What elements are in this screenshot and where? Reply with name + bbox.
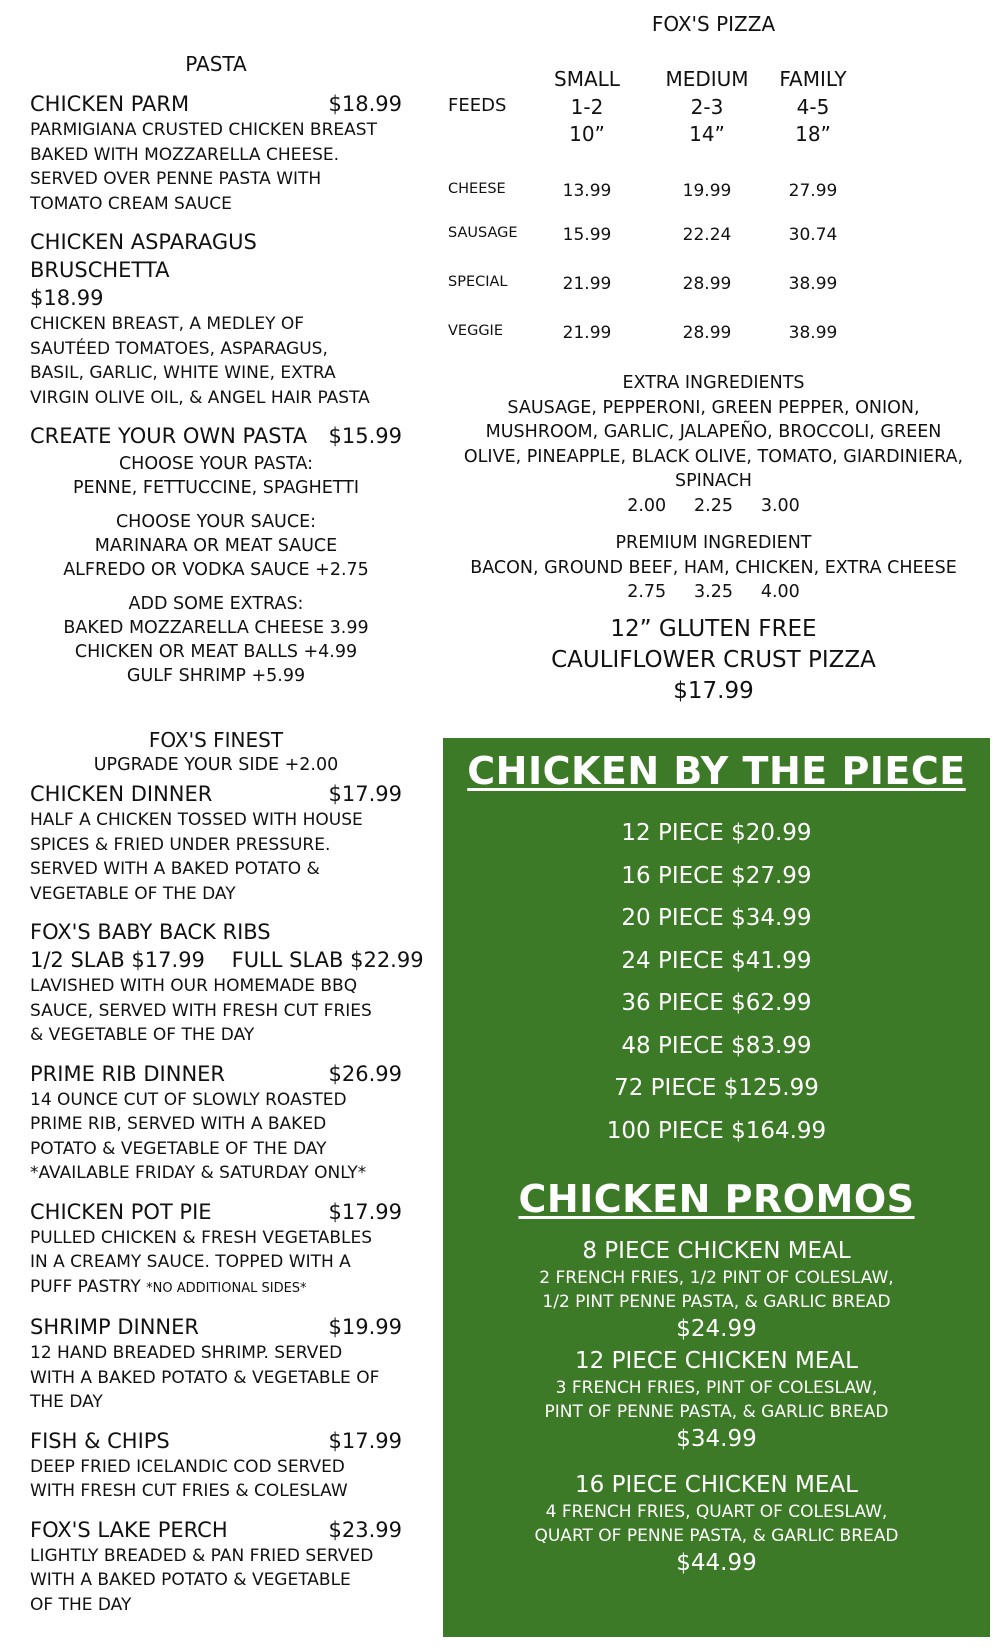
extra-line: MUSHROOM, GARLIC, JALAPEÑO, BROCCOLI, GREEN [485, 422, 942, 442]
meal-price: $44.99 [676, 1550, 757, 1576]
menu-item-lake-perch [30, 1516, 402, 1618]
cyo-line: ALFREDO OR VODKA SAUCE +2.75 [63, 560, 369, 580]
chicken-promos-title: CHICKEN PROMOS [518, 1177, 915, 1221]
item-price: $17.99 [328, 1428, 402, 1453]
item-desc-line: HALF A CHICKEN TOSSED WITH HOUSE [30, 810, 363, 830]
item-desc-line: BAKED WITH MOZZARELLA CHEESE. [30, 144, 340, 165]
meal-desc-line: QUART OF PENNE PASTA, & GARLIC BREAD [534, 1526, 899, 1546]
item-name: SHRIMP DINNER [30, 1315, 200, 1339]
item-desc-line: & VEGETABLE OF THE DAY [30, 1025, 255, 1045]
extra-price: 2.25 [694, 495, 733, 516]
promo-meal-12 [443, 1346, 990, 1454]
item-desc-line: VEGETABLE OF THE DAY [30, 883, 236, 904]
item-desc-line: PARMIGIANA CRUSTED CHICKEN BREAST [30, 120, 377, 140]
item-desc-line: LAVISHED WITH OUR HOMEMADE BBQ [30, 976, 358, 996]
price-small: 21.99 [562, 274, 612, 294]
diameter-small: 10” [569, 122, 605, 146]
menu-item-baby-back-ribs [30, 918, 424, 1048]
chicken-piece-item: 36 PIECE $62.99 [621, 990, 812, 1016]
item-name: CREATE YOUR OWN PASTA [30, 424, 308, 448]
chicken-piece-item: 24 PIECE $41.99 [621, 947, 812, 974]
price-medium: 28.99 [682, 274, 732, 294]
chicken-piece-item: 16 PIECE $27.99 [621, 862, 812, 889]
item-desc-line: SAUTÉED TOMATOES, ASPARAGUS, [30, 338, 328, 359]
pizza-name: VEGGIE [448, 323, 503, 339]
item-desc-line: *AVAILABLE FRIDAY & SATURDAY ONLY* [30, 1163, 367, 1183]
diameter-medium: 14” [689, 122, 725, 146]
price-family: 38.99 [788, 323, 838, 343]
item-desc-line: SPICES & FRIED UNDER PRESSURE. [30, 834, 331, 855]
item-name: CHICKEN PARM [30, 92, 190, 116]
menu-item-chicken-dinner [30, 780, 402, 906]
extra-prices [430, 494, 997, 519]
item-name: CHICKEN ASPARAGUS BRUSCHETTA [30, 230, 257, 282]
menu-item-chicken-pot-pie [30, 1198, 402, 1302]
item-price: $17.99 [328, 782, 402, 806]
item-name: FOX'S LAKE PERCH [30, 1517, 228, 1542]
size-medium: MEDIUM [665, 67, 749, 91]
chicken-piece-item: 12 PIECE $20.99 [621, 820, 812, 846]
promo-meal-16 [443, 1470, 990, 1578]
chicken-piece-item: 72 PIECE $125.99 [614, 1075, 819, 1101]
item-desc-line: 12 HAND BREADED SHRIMP. SERVED [30, 1343, 343, 1363]
chicken-piece-item: 20 PIECE $34.99 [621, 905, 812, 931]
extra-price: 2.00 [627, 495, 667, 516]
item-desc-line: SERVED WITH A BAKED POTATO & [30, 859, 320, 879]
meal-name: 12 PIECE CHICKEN MEAL [575, 1348, 858, 1374]
price-medium: 28.99 [682, 323, 732, 343]
pizza-name: SAUSAGE [448, 225, 518, 241]
item-desc-line: POTATO & VEGETABLE OF THE DAY [30, 1138, 327, 1159]
menu-item-shrimp-dinner [30, 1313, 402, 1415]
finest-title: FOX'S FINEST [148, 728, 284, 752]
meal-name: 16 PIECE CHICKEN MEAL [575, 1472, 858, 1498]
promo-meal-8 [443, 1236, 990, 1344]
chicken-panel [443, 738, 990, 1637]
cyo-pasta-block [30, 452, 402, 500]
item-price: $17.99 [328, 1199, 402, 1224]
pasta-section [30, 52, 402, 688]
item-desc-line: CHICKEN BREAST, A MEDLEY OF [30, 314, 305, 334]
size-family: FAMILY [779, 67, 847, 91]
item-desc-line: 14 OUNCE CUT OF SLOWLY ROASTED [30, 1089, 347, 1110]
item-price: $23.99 [328, 1517, 402, 1542]
chicken-piece-item: 100 PIECE $164.99 [606, 1117, 827, 1144]
premium-line: BACON, GROUND BEEF, HAM, CHICKEN, EXTRA CHEESE [470, 557, 957, 578]
item-desc-line: WITH FRESH CUT FRIES & COLESLAW [30, 1481, 348, 1501]
cyo-extras-block [30, 592, 402, 688]
item-desc-line: SAUCE, SERVED WITH FRESH CUT FRIES [30, 1000, 372, 1021]
premium-price: 3.25 [694, 582, 733, 602]
premium-ingredient [430, 531, 997, 605]
item-name: CHICKEN POT PIE [30, 1199, 212, 1224]
meal-desc-line: 4 FRENCH FRIES, QUART OF COLESLAW, [545, 1502, 888, 1522]
meal-desc-line: 2 FRENCH FRIES, 1/2 PINT OF COLESLAW, [539, 1268, 894, 1288]
chicken-piece-list [443, 812, 990, 1152]
premium-title: PREMIUM INGREDIENT [615, 533, 812, 553]
item-desc-line: LIGHTLY BREADED & PAN FRIED SERVED [30, 1545, 374, 1566]
cyo-line: CHICKEN OR MEAT BALLS +4.99 [74, 642, 358, 662]
premium-price: 2.75 [627, 582, 667, 602]
finest-section [30, 728, 424, 1617]
price-family: 30.74 [788, 225, 838, 245]
menu-item-chicken-parm [30, 90, 402, 216]
pasta-title: PASTA [185, 52, 247, 76]
feeds-small: 1-2 [570, 95, 604, 119]
extra-price: 3.00 [760, 495, 800, 516]
item-desc-line: IN A CREAMY SAUCE. TOPPED WITH A [30, 1252, 351, 1272]
item-note: *NO ADDITIONAL SIDES* [146, 1280, 307, 1296]
price-small: 21.99 [562, 323, 612, 343]
cyo-line: MARINARA OR MEAT SAUCE [94, 536, 338, 556]
item-desc-line [30, 1275, 402, 1302]
premium-prices [430, 580, 997, 605]
finest-subtitle: UPGRADE YOUR SIDE +2.00 [93, 755, 339, 775]
diameter-family: 18” [795, 122, 831, 146]
size-small: SMALL [554, 67, 620, 91]
price-medium: 22.24 [682, 225, 732, 245]
item-name: CHICKEN DINNER [30, 782, 213, 806]
item-name: FOX'S BABY BACK RIBS [30, 920, 271, 944]
meal-price: $34.99 [676, 1426, 757, 1452]
premium-price: 4.00 [760, 582, 800, 602]
item-price: $19.99 [328, 1315, 402, 1339]
item-name: PRIME RIB DINNER [30, 1061, 226, 1086]
item-price: $15.99 [328, 424, 402, 448]
meal-name: 8 PIECE CHICKEN MEAL [582, 1238, 851, 1264]
item-desc-line: WITH A BAKED POTATO & VEGETABLE [30, 1570, 351, 1590]
item-desc-line: SERVED OVER PENNE PASTA WITH [30, 169, 322, 189]
gf-line: CAULIFLOWER CRUST PIZZA [551, 647, 876, 673]
gluten-free-pizza [440, 614, 987, 707]
cyo-line: BAKED MOZZARELLA CHEESE 3.99 [63, 618, 369, 638]
chicken-piece-item: 48 PIECE $83.99 [621, 1032, 812, 1059]
meal-desc-line: 3 FRENCH FRIES, PINT OF COLESLAW, [555, 1378, 878, 1398]
cyo-line: CHOOSE YOUR PASTA: [118, 454, 314, 474]
item-desc-line: PRIME RIB, SERVED WITH A BAKED [30, 1114, 327, 1134]
menu-item-fish-and-chips [30, 1427, 402, 1504]
item-desc-line: TOMATO CREAM SAUCE [30, 193, 232, 214]
pizza-name: SPECIAL [448, 274, 508, 290]
price-small: 13.99 [562, 181, 612, 201]
cyo-line: PENNE, FETTUCCINE, SPAGHETTI [72, 478, 360, 498]
price-small: 15.99 [562, 225, 612, 245]
meal-price: $24.99 [676, 1316, 757, 1342]
menu-item-prime-rib-dinner [30, 1060, 402, 1186]
pizza-title: FOX'S PIZZA [651, 12, 776, 36]
item-price-line: 1/2 SLAB $17.99 FULL SLAB $22.99 [30, 948, 424, 972]
item-desc-line: PULLED CHICKEN & FRESH VEGETABLES [30, 1227, 373, 1248]
extra-line: OLIVE, PINEAPPLE, BLACK OLIVE, TOMATO, GIARDINIERA, [463, 446, 964, 467]
item-desc-line: VIRGIN OLIVE OIL, & ANGEL HAIR PASTA [30, 387, 370, 408]
chicken-by-piece-title: CHICKEN BY THE PIECE [467, 749, 966, 793]
item-desc-line: DEEP FRIED ICELANDIC COD SERVED [30, 1456, 345, 1477]
item-desc-line: OF THE DAY [30, 1594, 132, 1615]
cyo-line: CHOOSE YOUR SAUCE: [115, 512, 317, 532]
menu-item-chicken-asparagus-bruschetta [30, 228, 402, 410]
item-desc-line: BASIL, GARLIC, WHITE WINE, EXTRA [30, 363, 336, 383]
item-desc-line: THE DAY [30, 1392, 103, 1412]
extra-line: SPINACH [675, 471, 752, 491]
meal-desc-line: 1/2 PINT PENNE PASTA, & GARLIC BREAD [542, 1292, 891, 1312]
extra-ingredients [430, 371, 997, 518]
item-price: $26.99 [328, 1061, 402, 1086]
pizza-name: CHEESE [448, 181, 506, 197]
extra-title: EXTRA INGREDIENTS [622, 373, 805, 393]
item-desc-text: PUFF PASTRY [30, 1276, 141, 1297]
gf-price: $17.99 [673, 678, 754, 704]
price-family: 27.99 [788, 181, 838, 201]
price-family: 38.99 [788, 274, 838, 294]
item-desc-line: WITH A BAKED POTATO & VEGETABLE OF [30, 1367, 380, 1388]
item-price: $18.99 [328, 92, 402, 116]
feeds-label: FEEDS [448, 95, 507, 116]
gf-line: 12” GLUTEN FREE [610, 616, 817, 642]
cyo-sauce-block [30, 510, 402, 582]
menu-item-create-your-own-pasta [30, 422, 402, 450]
cyo-line: GULF SHRIMP +5.99 [126, 666, 306, 686]
feeds-medium: 2-3 [690, 95, 724, 119]
feeds-family: 4-5 [796, 95, 830, 119]
item-price: $18.99 [30, 286, 104, 310]
price-medium: 19.99 [682, 181, 732, 201]
meal-desc-line: PINT OF PENNE PASTA, & GARLIC BREAD [544, 1402, 889, 1422]
cyo-line: ADD SOME EXTRAS: [128, 594, 304, 614]
extra-line: SAUSAGE, PEPPERONI, GREEN PEPPER, ONION, [507, 397, 920, 418]
item-name: FISH & CHIPS [30, 1428, 170, 1453]
